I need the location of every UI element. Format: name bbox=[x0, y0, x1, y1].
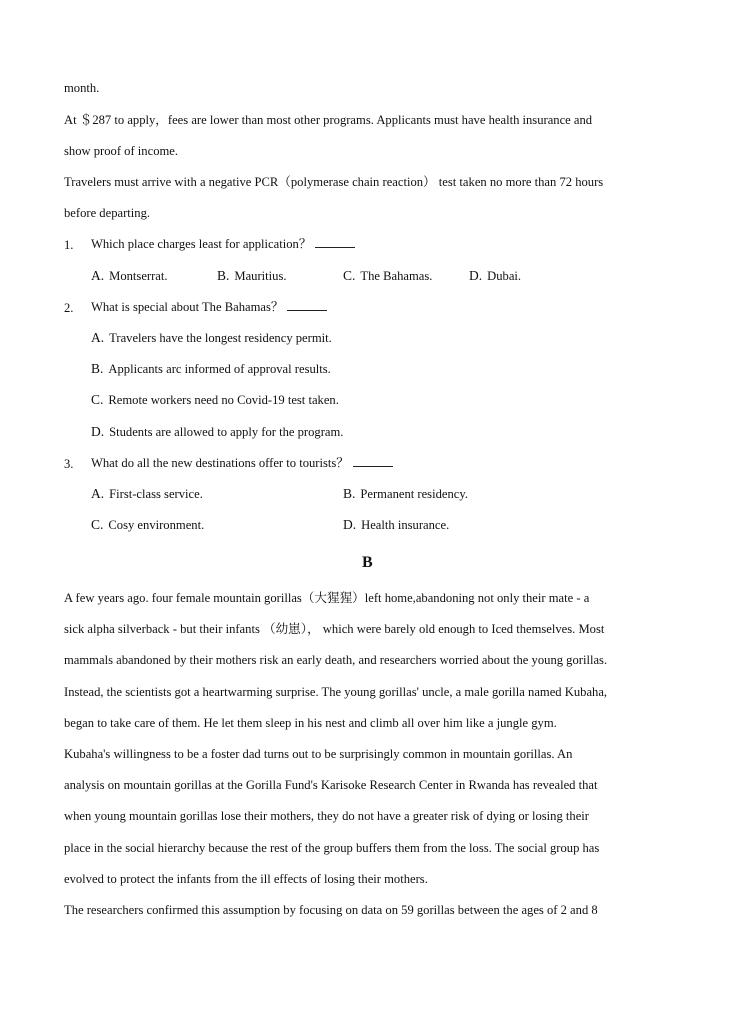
passage-line: analysis on mountain gorillas at the Gorilla Fund's Karisoke Research Center in Rwanda has revealed that bbox=[64, 778, 598, 792]
option-text: The Bahamas. bbox=[360, 269, 433, 283]
option-2b[interactable] bbox=[91, 361, 331, 377]
option-letter: C. bbox=[343, 268, 356, 283]
option-letter: B. bbox=[217, 268, 230, 283]
option-text: Remote workers need no Covid-19 test taken. bbox=[108, 393, 339, 407]
option-letter: D. bbox=[91, 424, 105, 439]
option-text: Travelers have the longest residency permit. bbox=[109, 331, 332, 345]
question-3-text bbox=[91, 455, 393, 471]
option-letter: A. bbox=[91, 330, 105, 345]
option-1a[interactable] bbox=[91, 268, 168, 284]
option-letter: A. bbox=[91, 268, 105, 283]
answer-blank[interactable] bbox=[315, 236, 355, 248]
option-letter: D. bbox=[469, 268, 483, 283]
option-3b[interactable] bbox=[343, 486, 468, 502]
option-text: Mauritius. bbox=[234, 269, 287, 283]
passage-line: mammals abandoned by their mothers risk an early death, and researchers worried about the young gorillas. bbox=[64, 653, 608, 667]
passage-line: sick alpha silverback - but their infants （幼崽）， which were barely old enough to Iced themselves. Most bbox=[64, 622, 605, 636]
option-1d[interactable] bbox=[469, 268, 521, 284]
option-3d[interactable] bbox=[343, 517, 449, 533]
option-letter: A. bbox=[91, 486, 105, 501]
option-text: Students are allowed to apply for the program. bbox=[109, 425, 344, 439]
section-title: B bbox=[362, 554, 373, 571]
passage-line: evolved to protect the infants from the ill effects of losing their mothers. bbox=[64, 872, 428, 886]
answer-blank[interactable] bbox=[353, 455, 393, 467]
option-letter: D. bbox=[343, 517, 357, 532]
intro-line: month. bbox=[64, 81, 100, 95]
question-3 bbox=[64, 456, 73, 472]
option-text: Montserrat. bbox=[109, 269, 168, 283]
option-2c[interactable] bbox=[91, 392, 339, 408]
option-letter: C. bbox=[91, 392, 104, 407]
answer-blank[interactable] bbox=[287, 299, 327, 311]
intro-line: Travelers must arrive with a negative PCR（polymerase chain reaction） test taken no more than 72 hours bbox=[64, 175, 604, 189]
question-text: What do all the new destinations offer to tourists？ bbox=[91, 456, 349, 470]
passage-line: Kubaha's willingness to be a foster dad turns out to be surprisingly common in mountain gorillas. An bbox=[64, 747, 573, 761]
question-number: 1. bbox=[64, 238, 74, 252]
question-text: Which place charges least for application？ bbox=[91, 237, 312, 251]
option-1c[interactable] bbox=[343, 268, 432, 284]
passage-line: when young mountain gorillas lose their mothers, they do not have a greater risk of dying or losing their bbox=[64, 809, 589, 823]
option-2d[interactable] bbox=[91, 424, 343, 440]
option-text: First-class service. bbox=[109, 487, 203, 501]
option-3c[interactable] bbox=[91, 517, 204, 533]
intro-line: At ＄287 to apply，fees are lower than most other programs. Applicants must have health insurance and bbox=[64, 113, 593, 127]
question-1-text bbox=[91, 236, 355, 252]
passage-line: place in the social hierarchy because the rest of the group buffers them from the loss. The social group has bbox=[64, 841, 600, 855]
passage-line: began to take care of them. He let them sleep in his nest and climb all over him like a jungle gym. bbox=[64, 716, 557, 730]
option-1b[interactable] bbox=[217, 268, 287, 284]
intro-line: before departing. bbox=[64, 206, 151, 220]
question-number: 2. bbox=[64, 301, 74, 315]
option-3a[interactable] bbox=[91, 486, 203, 502]
option-text: Dubai. bbox=[487, 269, 522, 283]
passage-line: Instead, the scientists got a heartwarming surprise. The young gorillas' uncle, a male gorilla named Kubaha, bbox=[64, 685, 608, 699]
intro-line: show proof of income. bbox=[64, 144, 179, 158]
option-letter: B. bbox=[343, 486, 356, 501]
question-2 bbox=[64, 300, 73, 316]
option-text: Cosy environment. bbox=[108, 518, 205, 532]
option-letter: C. bbox=[91, 517, 104, 532]
passage-line: The researchers confirmed this assumption by focusing on data on 59 gorillas between the ages of 2 and 8 bbox=[64, 903, 598, 917]
question-1 bbox=[64, 237, 73, 253]
question-text: What is special about The Bahamas？ bbox=[91, 300, 284, 314]
option-text: Health insurance. bbox=[361, 518, 450, 532]
question-2-text bbox=[91, 299, 327, 315]
option-text: Permanent residency. bbox=[360, 487, 468, 501]
option-text: Applicants arc informed of approval results. bbox=[108, 362, 331, 376]
option-letter: B. bbox=[91, 361, 104, 376]
question-number: 3. bbox=[64, 457, 74, 471]
passage-line: A few years ago. four female mountain gorillas（大猩猩）left home,abandoning not only their mate - a bbox=[64, 591, 590, 605]
option-2a[interactable] bbox=[91, 330, 332, 346]
